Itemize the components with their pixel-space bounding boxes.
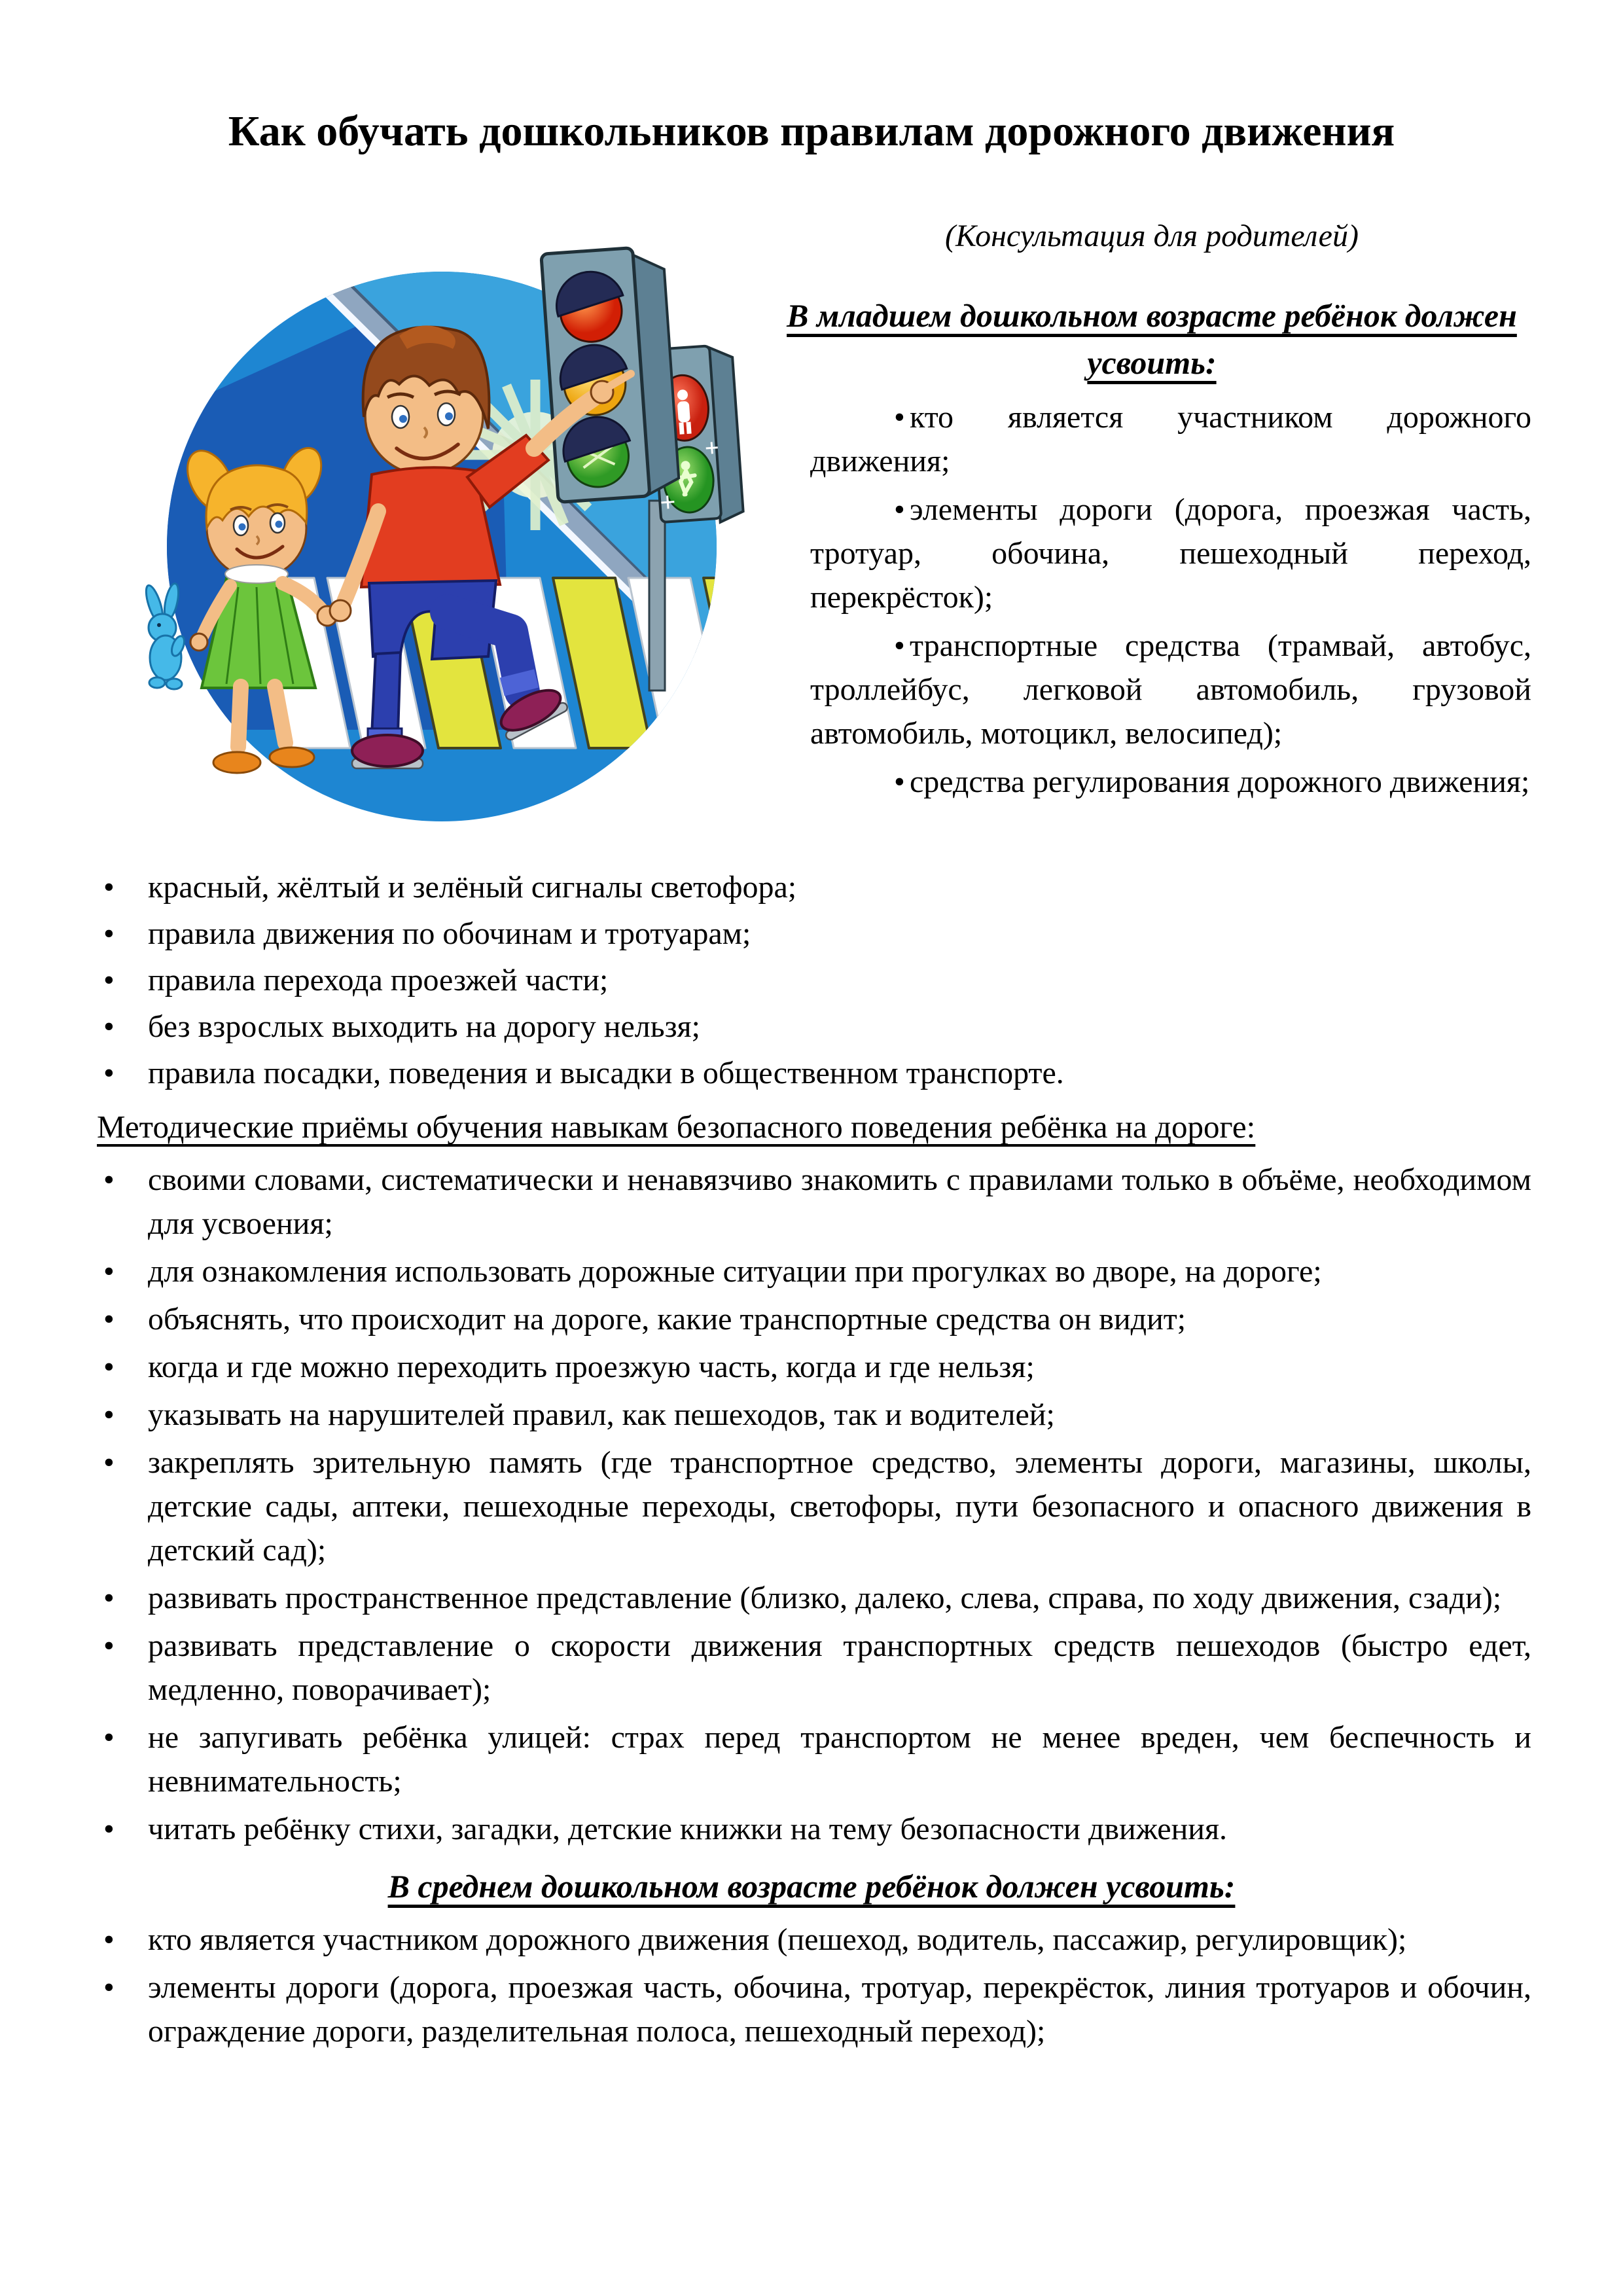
list-item: • правила движения по обочинам и тротуарам; [92, 912, 1531, 956]
list-item: • объяснять, что происходит на дороге, какие транспортные средства он видит; [92, 1297, 1531, 1341]
traffic-light [541, 245, 680, 502]
list-item: • для ознакомления использовать дорожные ситуации при прогулках во дворе, на дороге; [92, 1249, 1531, 1293]
subtitle: (Консультация для родителей) [945, 219, 1359, 254]
section-methods-heading: Методические приёмы обучения навыкам безопасного поведения ребёнка на дороге: [97, 1109, 1256, 1145]
young-bullets-full-width [92, 865, 1531, 1095]
middle-bullets [92, 1918, 1531, 2053]
list-item: • правила посадки, поведения и высадки в общественном транспорте. [92, 1051, 1531, 1095]
list-item: • элементы дороги (дорога, проезжая часть, тротуар, обочина, пешеходный переход, перекрёсток); [772, 488, 1531, 619]
methods-bullets [92, 1158, 1531, 1851]
list-item: • транспортные средства (трамвай, автобус, троллейбус, легковой автомобиль, грузовой автомобиль, мотоцикл, велосипед); [772, 624, 1531, 755]
list-item: • своими словами, систематически и ненавязчиво знакомить с правилами только в объёме, необходимом для усвоения; [92, 1158, 1531, 1246]
list-item: • когда и где можно переходить проезжую часть, когда и где нельзя; [92, 1345, 1531, 1389]
girl-shoe [270, 747, 314, 767]
list-item: • кто является участником дорожного движения; [772, 395, 1531, 483]
section-young-heading: В младшем дошкольном возрасте ребёнок должен усвоить: [787, 297, 1517, 382]
list-item: • средства регулирования дорожного движения; [772, 760, 1531, 804]
list-item: • элементы дороги (дорога, проезжая часть, обочина, тротуар, перекрёсток, линия тротуаров и обочин, ограждение дороги, разделительная полоса, пешеходный переход); [92, 1965, 1531, 2053]
section-middle-heading: В среднем дошкольном возрасте ребёнок должен усвоить: [387, 1868, 1236, 1905]
list-item: • указывать на нарушителей правил, как пешеходов, так и водителей; [92, 1393, 1531, 1437]
girl-shoe [213, 752, 260, 773]
list-item: • читать ребёнку стихи, загадки, детские книжки на тему безопасности движения. [92, 1807, 1531, 1851]
children-crossing-illustration [92, 219, 746, 857]
boy-shoe [352, 735, 423, 768]
young-bullets-column [772, 395, 1531, 804]
page-title: Как обучать дошкольников правилам дорожного движения [228, 107, 1395, 155]
list-item: • развивать пространственное представление (близко, далеко, слева, справа, по ходу движения, сзади); [92, 1576, 1531, 1620]
list-item: • закреплять зрительную память (где транспортное средство, элементы дороги, магазины, школы, детские сады, аптеки, пешеходные переходы, светофоры, пути безопасного и опасного движения в детский сад); [92, 1441, 1531, 1572]
intro-column [772, 160, 1531, 808]
list-item: • кто является участником дорожного движения (пешеход, водитель, пассажир, регулировщик); [92, 1918, 1531, 1962]
list-item: • без взрослых выходить на дорогу нельзя; [92, 1005, 1531, 1049]
list-item: • правила перехода проезжей части; [92, 958, 1531, 1002]
list-item: • не запугивать ребёнка улицей: страх перед транспортом не менее вреден, чем беспечность и невнимательность; [92, 1715, 1531, 1803]
list-item: • развивать представление о скорости движения транспортных средств пешеходов (быстро едет, медленно, поворачивает); [92, 1624, 1531, 1712]
list-item: • красный, жёлтый и зелёный сигналы светофора; [92, 865, 1531, 909]
traffic-light-pole [649, 501, 665, 691]
illustration-svg [92, 219, 746, 857]
